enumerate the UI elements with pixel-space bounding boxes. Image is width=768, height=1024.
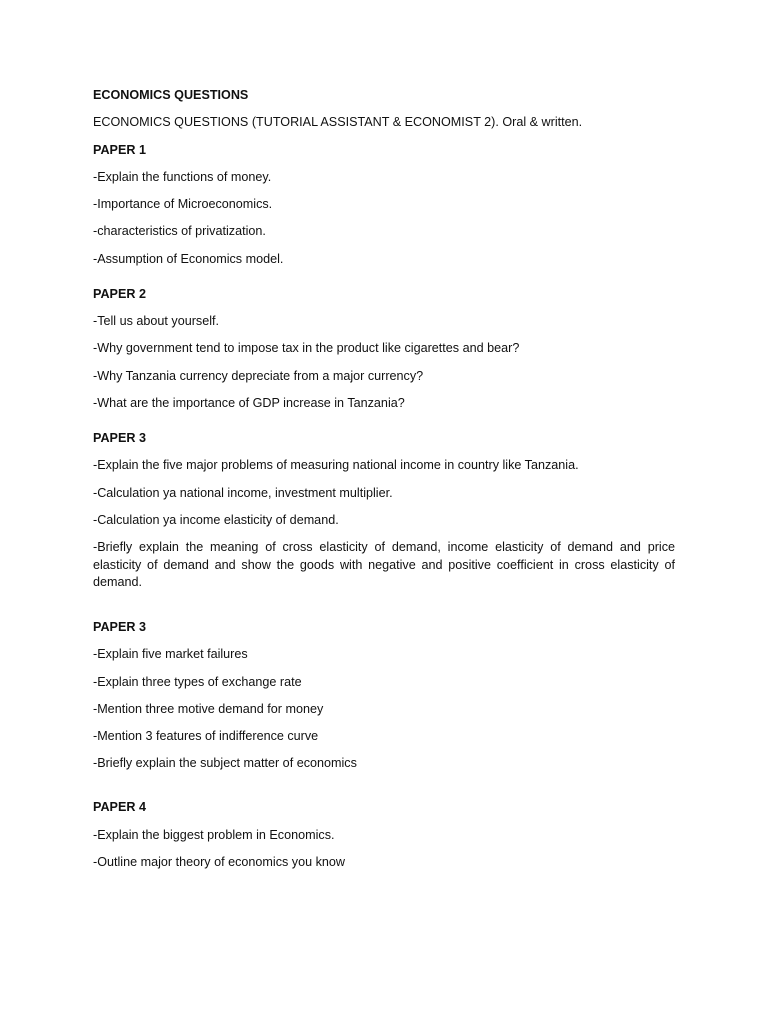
question-item: -Explain the functions of money.: [93, 169, 272, 184]
paper-heading: PAPER 2: [93, 286, 146, 301]
question-item: -Outline major theory of economics you know: [93, 855, 345, 870]
paper-section-3: [93, 430, 675, 592]
paper-heading: PAPER 3: [93, 430, 146, 445]
question-item: -Mention three motive demand for money: [93, 701, 324, 716]
paper-section-4: [93, 799, 675, 871]
question-item: -Why government tend to impose tax in the product like cigarettes and bear?: [93, 341, 520, 356]
question-item: -characteristics of privatization.: [93, 224, 266, 239]
document-title: ECONOMICS QUESTIONS: [93, 88, 249, 102]
document-subtitle: ECONOMICS QUESTIONS (TUTORIAL ASSISTANT & ECONOMIST 2). Oral & written.: [93, 115, 583, 130]
paper-heading: PAPER 3: [93, 619, 146, 634]
paper-section-3b: [93, 619, 675, 772]
question-item: -Tell us about yourself.: [93, 314, 219, 329]
question-item: -Explain three types of exchange rate: [93, 674, 302, 689]
question-item: -Why Tanzania currency depreciate from a major currency?: [93, 368, 424, 383]
question-item: -Briefly explain the meaning of cross elasticity of demand, income elasticity of demand and price elasticity of demand and show the goods with negative and positive coefficient in cross elasticity of demand.: [93, 540, 675, 590]
document-content: [93, 87, 675, 881]
question-item: -Assumption of Economics model.: [93, 251, 284, 266]
paper-heading: PAPER 4: [93, 800, 146, 815]
question-item: -Briefly explain the subject matter of economics: [93, 756, 357, 771]
question-item: -Calculation ya income elasticity of demand.: [93, 512, 339, 527]
question-item: -Calculation ya national income, investment multiplier.: [93, 485, 393, 500]
paper-section-2: [93, 286, 675, 412]
paper-heading: PAPER 1: [93, 142, 146, 157]
question-item: -Explain the biggest problem in Economics.: [93, 827, 335, 842]
question-item: -Importance of Microeconomics.: [93, 197, 273, 212]
question-item: -Explain the five major problems of measuring national income in country like Tanzania.: [93, 458, 579, 473]
question-item: -Mention 3 features of indifference curve: [93, 729, 319, 744]
question-item: -What are the importance of GDP increase in Tanzania?: [93, 395, 405, 410]
question-item: -Explain five market failures: [93, 647, 248, 662]
paper-section-1: [93, 142, 675, 268]
